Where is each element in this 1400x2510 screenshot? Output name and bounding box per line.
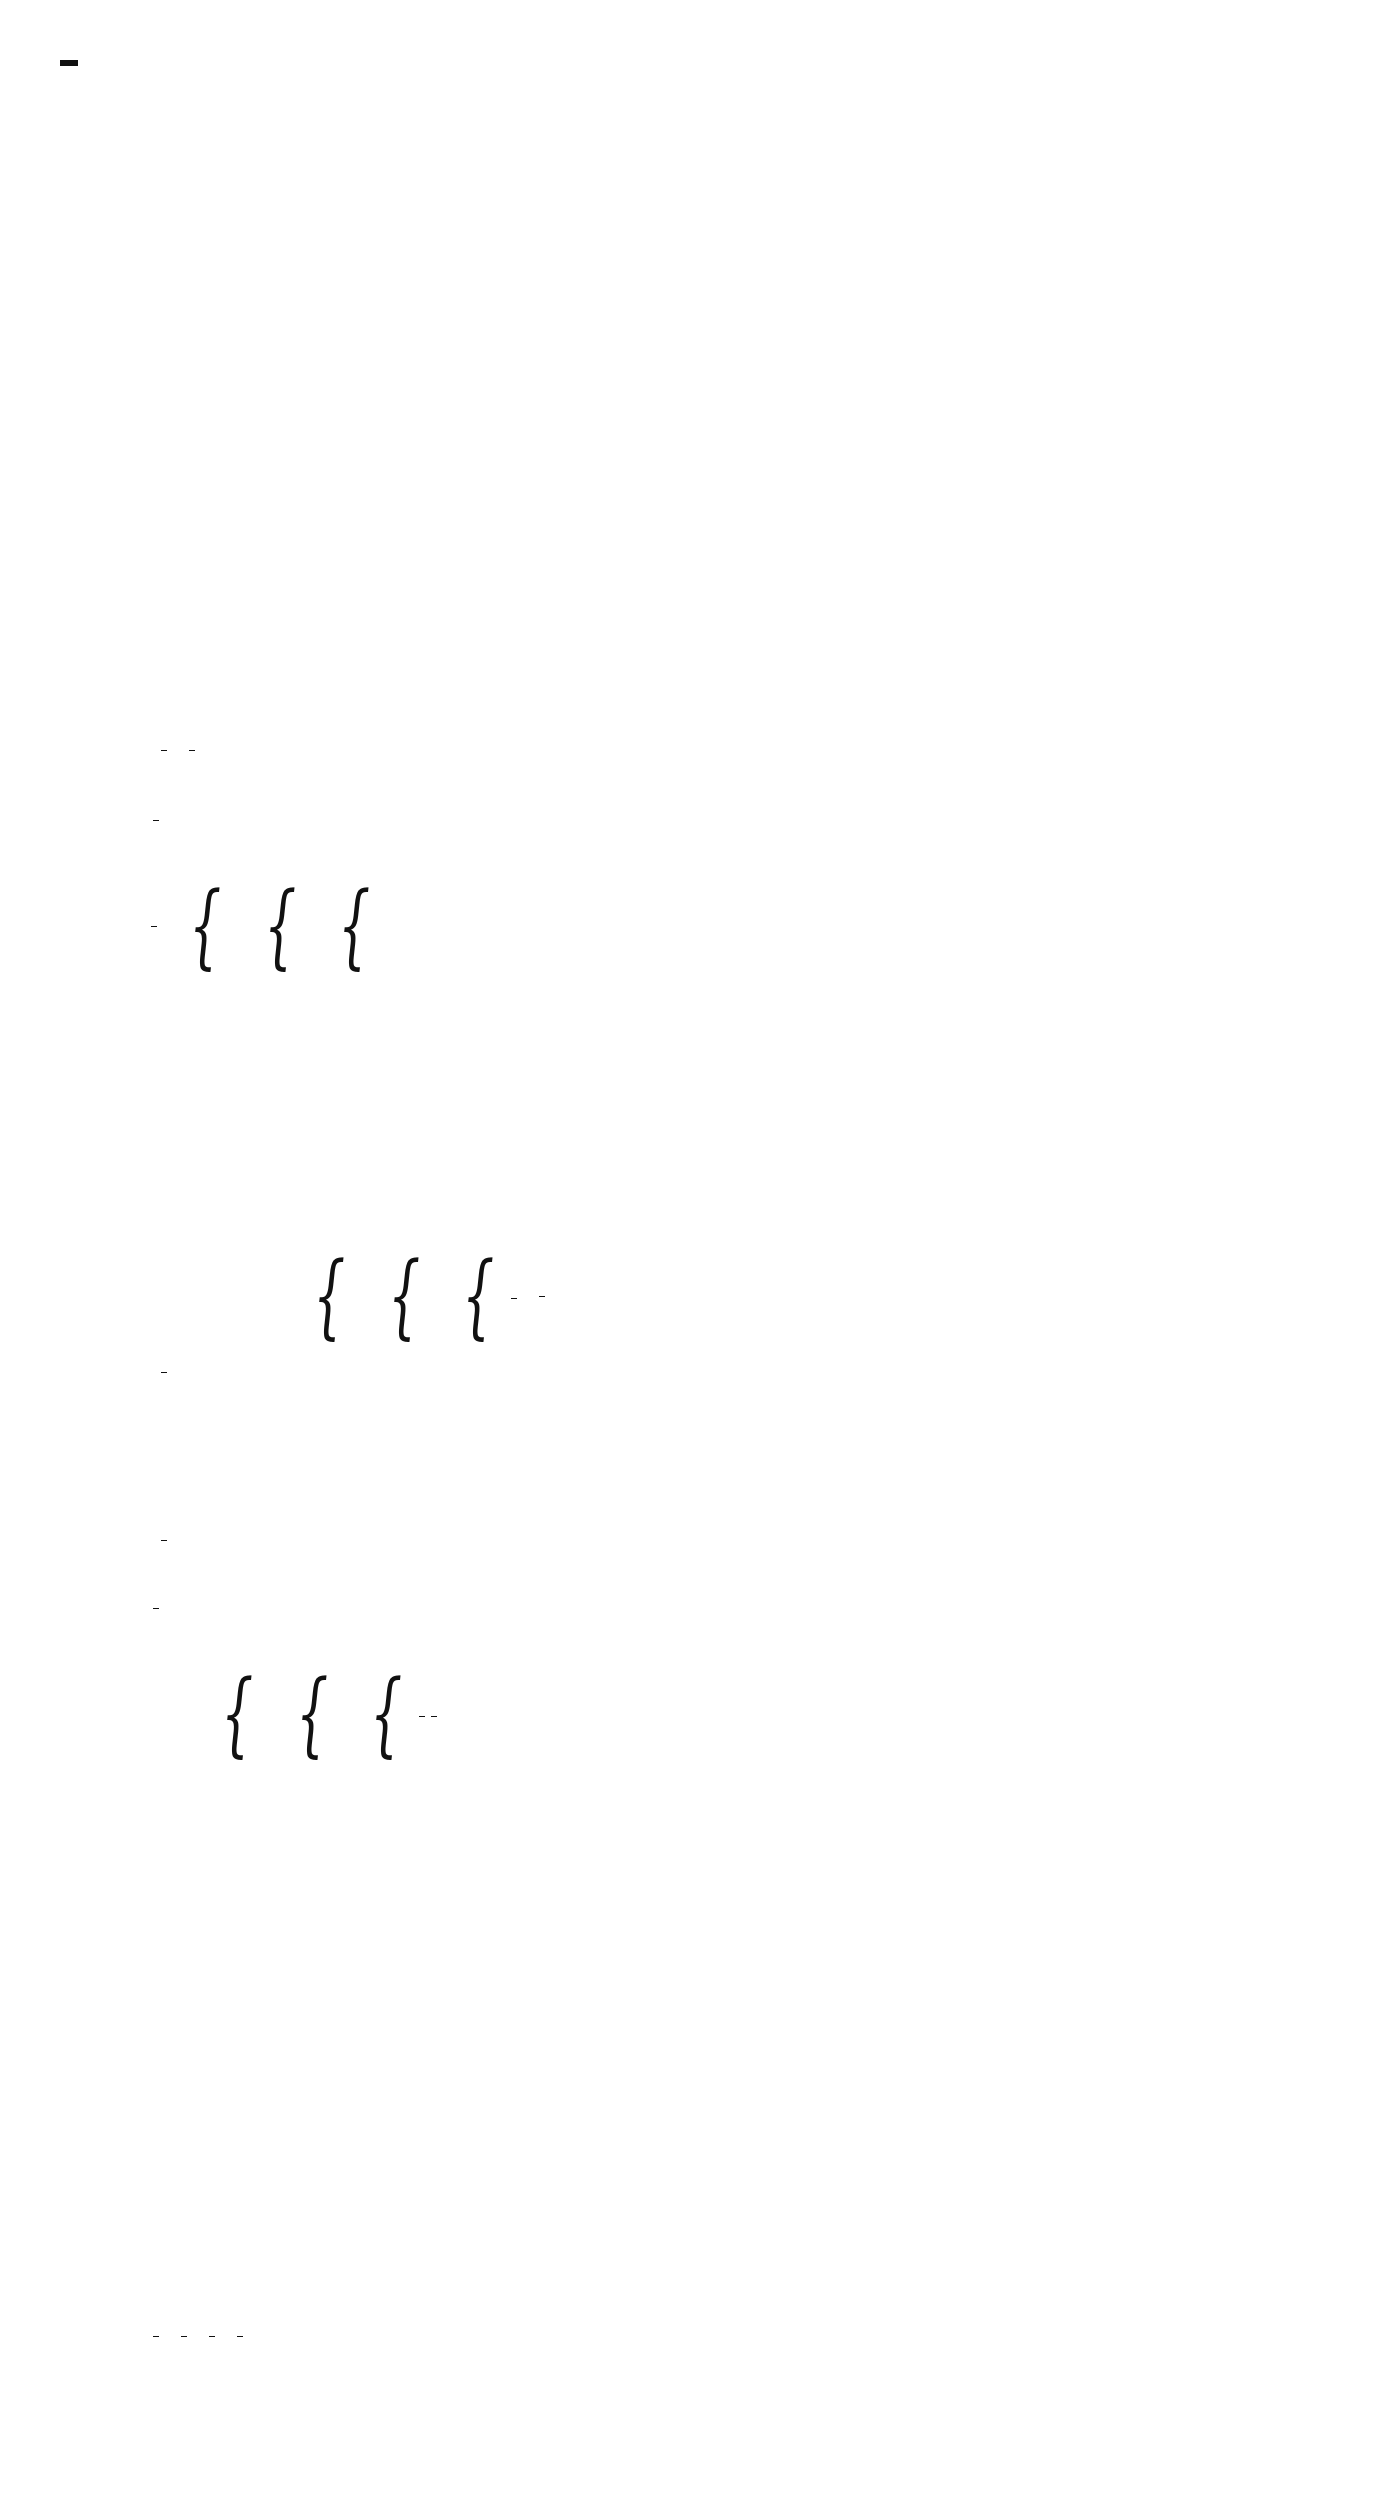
brace: { bbox=[370, 1660, 403, 1767]
part-g-system-chain bbox=[208, 1660, 440, 1767]
fraction bbox=[153, 820, 159, 821]
system bbox=[508, 1271, 520, 1321]
fraction bbox=[151, 926, 157, 927]
fraction bbox=[161, 750, 167, 751]
part-b-system-chain bbox=[148, 872, 392, 979]
fraction bbox=[161, 1540, 167, 1541]
unit-circle-chart bbox=[510, 1830, 1030, 2320]
number-line-chart bbox=[150, 322, 1230, 527]
fraction bbox=[181, 2336, 187, 2337]
fraction bbox=[237, 2336, 243, 2337]
fraction bbox=[539, 1296, 545, 1297]
brace: { bbox=[338, 872, 371, 979]
fraction bbox=[209, 2336, 215, 2337]
brace: { bbox=[189, 872, 222, 979]
part-b-derivative bbox=[150, 750, 206, 751]
part-g-answer bbox=[150, 2336, 254, 2337]
brace: { bbox=[295, 1660, 328, 1767]
part-v-system-chain bbox=[300, 1242, 548, 1349]
fraction bbox=[161, 1372, 167, 1373]
brace: { bbox=[221, 1660, 254, 1767]
fraction bbox=[153, 1608, 159, 1609]
part-v-answer bbox=[150, 1372, 178, 1373]
part-b-line bbox=[150, 820, 170, 821]
system bbox=[416, 1689, 440, 1739]
brace: { bbox=[387, 1242, 420, 1349]
brace: { bbox=[313, 1242, 346, 1349]
part-g-line bbox=[150, 1608, 170, 1609]
problem-number bbox=[60, 60, 78, 66]
brace: { bbox=[263, 872, 296, 979]
brace: { bbox=[462, 1242, 495, 1349]
fraction bbox=[189, 750, 195, 751]
part-g-derivative bbox=[150, 1540, 178, 1541]
fraction bbox=[153, 2336, 159, 2337]
